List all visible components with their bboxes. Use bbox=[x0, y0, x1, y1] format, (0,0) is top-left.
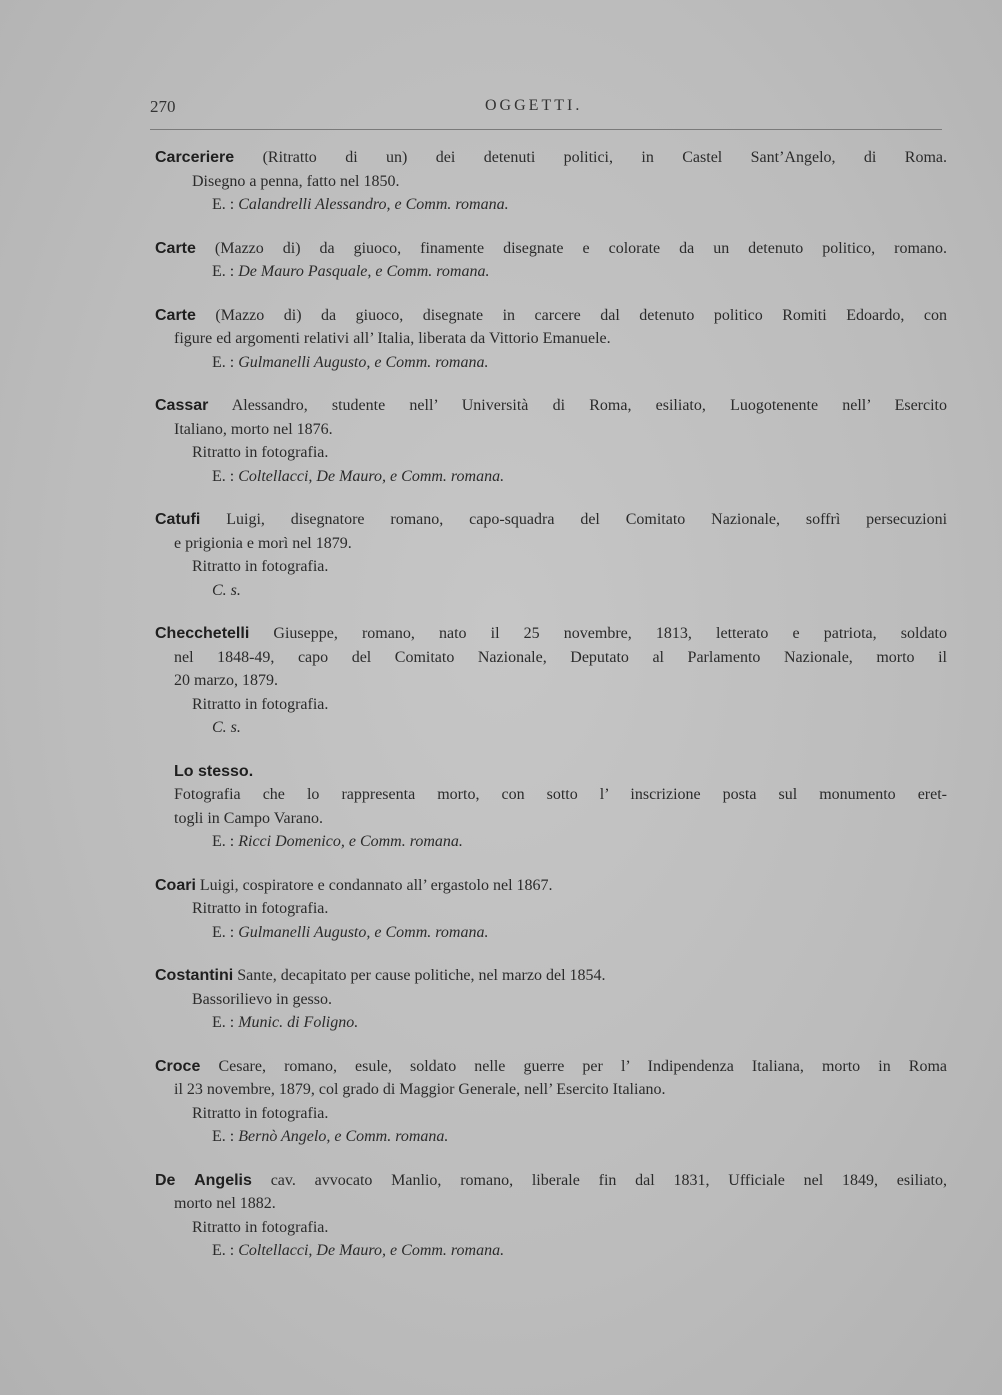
source-prefix: E. : bbox=[212, 263, 239, 280]
source-text: Ricci Domenico, e Comm. romana. bbox=[238, 833, 463, 850]
page-header bbox=[150, 97, 946, 121]
entry-source bbox=[155, 579, 947, 603]
entry-text: Ritratto in fotografia. bbox=[192, 900, 329, 917]
entry-text: Bassorilievo in gesso. bbox=[192, 990, 332, 1008]
catalog-entry bbox=[155, 394, 947, 488]
source-text: Bernò Angelo, e Comm. romana. bbox=[238, 1128, 449, 1145]
running-head: OGGETTI. bbox=[485, 97, 583, 114]
entry-text: (Mazzo di) da giuoco, finamente disegnate e colorate da un detenuto politico, romano. bbox=[214, 239, 948, 257]
entry-heading: Costantini bbox=[155, 967, 234, 984]
entry-text-line bbox=[155, 693, 947, 717]
entry-text-line bbox=[155, 418, 947, 442]
entry-text: Italiano, morto nel 1876. bbox=[174, 420, 333, 438]
entry-text: Ritratto in fotografia. bbox=[192, 558, 329, 575]
source-text: Munic. di Foligno. bbox=[238, 1014, 359, 1031]
entry-text: e prigionia e morì nel 1879. bbox=[174, 534, 352, 552]
entry-subheading: Lo stesso. bbox=[174, 762, 254, 780]
entry-heading: Cassar bbox=[155, 397, 209, 414]
entry-heading: De Angelis bbox=[155, 1171, 252, 1189]
entry-text: togli in Campo Varano. bbox=[174, 809, 324, 827]
entry-text: Ritratto in fotografia. bbox=[192, 1218, 329, 1236]
source-text: Gulmanelli Augusto, e Comm. romana. bbox=[238, 923, 489, 941]
source-text: Gulmanelli Augusto, e Comm. romana. bbox=[238, 353, 489, 371]
entry-text-line bbox=[155, 669, 947, 693]
source-prefix: E. : bbox=[212, 1014, 239, 1031]
entry-source bbox=[155, 193, 947, 217]
header-rule bbox=[150, 129, 942, 130]
entry-text-line bbox=[155, 1078, 947, 1102]
entry-text-line bbox=[155, 897, 947, 921]
entry-text: Fotografia che lo rappresenta morto, con sotto l’ inscrizione posta sul monumento eret- bbox=[174, 786, 947, 803]
catalog-entry bbox=[155, 874, 947, 945]
entry-text-line bbox=[155, 508, 947, 532]
source-prefix: E. : bbox=[212, 1242, 239, 1259]
entry-text: cav. avvocato Manlio, romano, liberale fin dal 1831, Ufficiale nel 1849, esiliato, bbox=[270, 1171, 948, 1189]
source-prefix: E. : bbox=[212, 196, 239, 213]
entry-heading: Carte bbox=[155, 306, 196, 324]
source-prefix: E. : bbox=[212, 833, 239, 850]
page-number: 270 bbox=[150, 97, 176, 116]
entry-text: Cesare, romano, esule, soldato nelle guerre per l’ Indipendenza Italiana, morto in Roma bbox=[218, 1057, 948, 1075]
entry-text: Sante, decapitato per cause politiche, nel marzo del 1854. bbox=[237, 967, 606, 984]
catalog-entry bbox=[155, 1169, 947, 1263]
entry-text: Alessandro, studente nell’ Università di Roma, esiliato, Luogotenente nell’ Esercito bbox=[231, 397, 948, 414]
source-prefix: E. : bbox=[212, 353, 239, 371]
entry-text-line bbox=[155, 807, 947, 831]
entry-heading: Catufi bbox=[155, 511, 201, 528]
catalog-entry bbox=[155, 508, 947, 602]
entry-text-line bbox=[155, 622, 947, 646]
entry-text-line bbox=[155, 783, 947, 807]
entry-heading: Croce bbox=[155, 1057, 201, 1075]
catalog-entry bbox=[155, 1055, 947, 1149]
entry-text: morto nel 1882. bbox=[174, 1195, 276, 1212]
entry-text: Giuseppe, romano, nato il 25 novembre, 1813, letterato e patriota, soldato bbox=[273, 625, 948, 642]
entry-text: 20 marzo, 1879. bbox=[174, 672, 278, 689]
entry-text-line bbox=[155, 988, 947, 1012]
entry-heading: Coari bbox=[155, 876, 196, 894]
entry-text-line bbox=[155, 1102, 947, 1126]
entry-text: il 23 novembre, 1879, col grado di Maggior Generale, nell’ Esercito Italiano. bbox=[174, 1081, 666, 1098]
entry-text-line bbox=[155, 146, 947, 170]
entry-source bbox=[155, 1125, 947, 1149]
entry-text-line bbox=[155, 1216, 947, 1240]
source-text: C. s. bbox=[212, 719, 241, 736]
entry-source bbox=[155, 716, 947, 740]
entry-text-line bbox=[155, 532, 947, 556]
entry-text-line bbox=[155, 327, 947, 351]
entry-source bbox=[155, 830, 947, 854]
entry-text: nel 1848-49, capo del Comitato Nazionale, Deputato al Parlamento Nazionale, morto il bbox=[174, 648, 947, 666]
source-text: Coltellacci, De Mauro, e Comm. romana. bbox=[238, 467, 505, 485]
entry-text-line bbox=[155, 304, 947, 328]
catalog-entry bbox=[155, 622, 947, 740]
entry-text: (Mazzo di) da giuoco, disegnate in carcere dal detenuto politico Romiti Edoardo, con bbox=[215, 306, 947, 324]
catalog-entry bbox=[155, 304, 947, 375]
entry-text-line bbox=[155, 1055, 947, 1079]
catalog-entry bbox=[155, 760, 947, 854]
source-prefix: E. : bbox=[212, 923, 239, 941]
entry-text: Luigi, cospiratore e condannato all’ ergastolo nel 1867. bbox=[199, 876, 553, 894]
entry-source bbox=[155, 351, 947, 375]
source-text: De Mauro Pasquale, e Comm. romana. bbox=[238, 263, 490, 280]
entry-text-line bbox=[155, 441, 947, 465]
entry-text-line bbox=[155, 555, 947, 579]
source-text: C. s. bbox=[212, 581, 241, 599]
entry-text-line bbox=[155, 646, 947, 670]
entry-text-line bbox=[155, 170, 947, 194]
entry-heading: Checchetelli bbox=[155, 625, 250, 642]
entry-text-line bbox=[155, 237, 947, 261]
source-prefix: E. : bbox=[212, 1128, 239, 1145]
entry-text: (Ritratto di un) dei detenuti politici, in Castel Sant’Angelo, di Roma. bbox=[262, 149, 948, 166]
entry-text-line bbox=[155, 394, 947, 418]
entry-source bbox=[155, 921, 947, 945]
entry-text-line bbox=[155, 964, 947, 988]
entry-text-line bbox=[155, 1192, 947, 1216]
entry-source bbox=[155, 465, 947, 489]
catalog-entry bbox=[155, 237, 947, 284]
entry-text: Luigi, disegnatore romano, capo-squadra del Comitato Nazionale, soffrì persecuzioni bbox=[226, 511, 948, 528]
source-text: Coltellacci, De Mauro, e Comm. romana. bbox=[238, 1242, 505, 1259]
entry-heading: Carceriere bbox=[155, 149, 235, 166]
entry-text: Ritratto in fotografia. bbox=[192, 1104, 329, 1122]
entry-text: Ritratto in fotografia. bbox=[192, 444, 329, 461]
entry-list bbox=[155, 146, 947, 1283]
catalog-entry bbox=[155, 964, 947, 1035]
entry-source bbox=[155, 1011, 947, 1035]
source-text: Calandrelli Alessandro, e Comm. romana. bbox=[238, 196, 509, 213]
entry-text-line bbox=[155, 874, 947, 898]
entry-source bbox=[155, 1239, 947, 1263]
catalog-entry bbox=[155, 146, 947, 217]
entry-text-line bbox=[155, 1169, 947, 1193]
entry-source bbox=[155, 260, 947, 284]
entry-text: figure ed argomenti relativi all’ Italia, liberata da Vittorio Emanuele. bbox=[174, 330, 611, 347]
entry-text: Disegno a penna, fatto nel 1850. bbox=[192, 172, 400, 190]
source-prefix: E. : bbox=[212, 467, 239, 485]
entry-text: Ritratto in fotografia. bbox=[192, 695, 329, 713]
entry-heading: Carte bbox=[155, 239, 196, 257]
